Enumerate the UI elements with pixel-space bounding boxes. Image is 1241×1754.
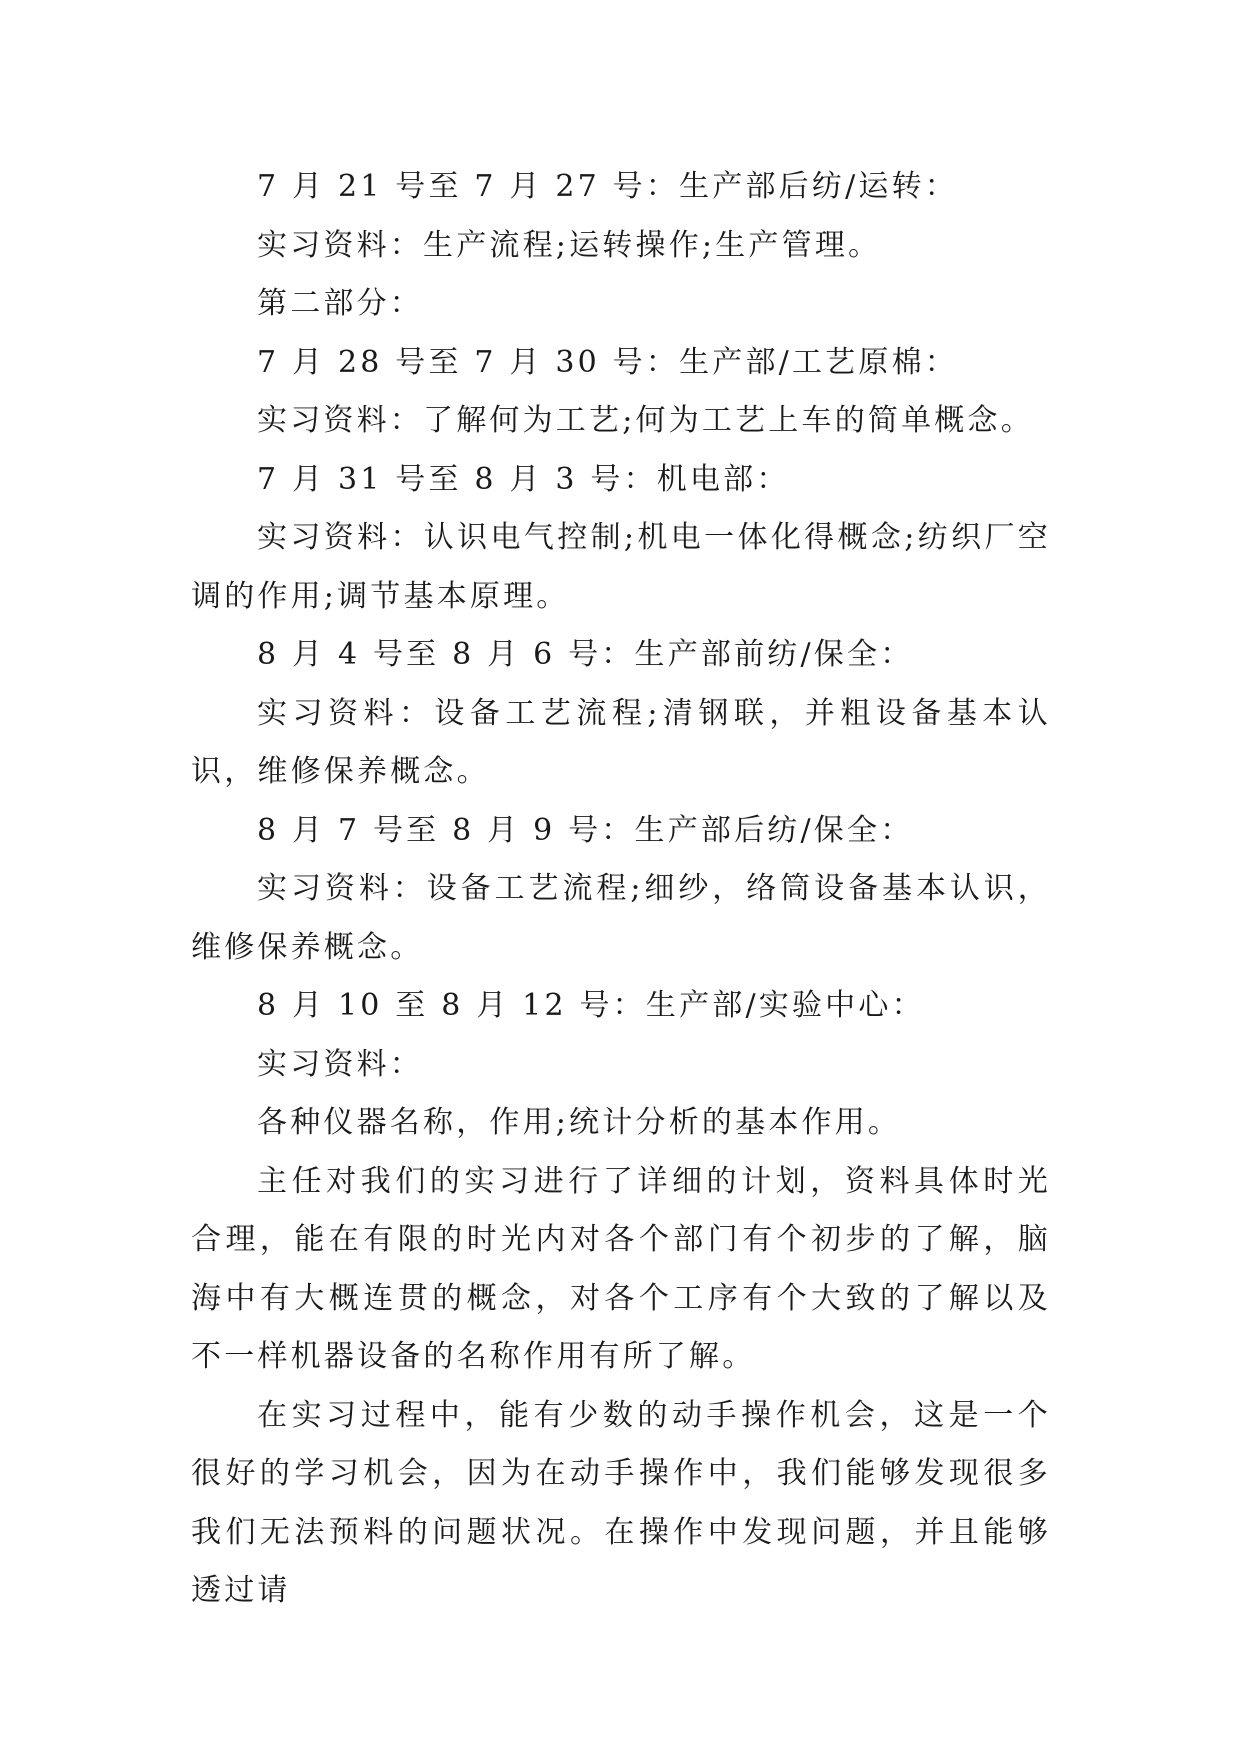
paragraph-summary-plan: 主任对我们的实习进行了详细的计划，资料具体时光合理，能在有限的时光内对各个部门有个初步的了解，脑海中有大概连贯的概念，对各个工序有个大致的了解以及不一样机器设备的名称作用有所了解。	[191, 1163, 1051, 1374]
paragraph-content-aug10-detail: 各种仪器名称，作用;统计分析的基本作用。	[257, 1105, 902, 1140]
paragraph-content-jul31: 实习资料：认识电气控制;机电一体化得概念;纺织厂空调的作用;调节基本原理。	[191, 520, 1051, 614]
paragraph-schedule-aug4: 8 月 4 号至 8 月 6 号：生产部前纺/保全：	[257, 637, 914, 672]
document-body	[191, 158, 1051, 1621]
paragraph-schedule-aug7: 8 月 7 号至 8 月 9 号：生产部后纺/保全：	[257, 812, 914, 848]
paragraph-content-aug7: 实习资料：设备工艺流程;细纱，络筒设备基本认识，维修保养概念。	[191, 871, 1051, 965]
paragraph-schedule-jul28: 7 月 28 号至 7 月 30 号：生产部/工艺原棉：	[257, 344, 958, 380]
section-heading-part-two: 第二部分：	[257, 286, 423, 321]
paragraph-content-aug4: 实习资料：设备工艺流程;清钢联，并粗设备基本认识，维修保养概念。	[191, 695, 1051, 789]
paragraph-content-jul28: 实习资料：了解何为工艺;何为工艺上车的简单概念。	[257, 403, 1034, 438]
paragraph-schedule-aug10: 8 月 10 至 8 月 12 号：生产部/实验中心：	[257, 988, 925, 1023]
paragraph-schedule-jul21: 7 月 21 号至 7 月 27 号：生产部后纺/运转：	[257, 169, 958, 204]
paragraph-schedule-jul31: 7 月 31 号至 8 月 3 号：机电部：	[257, 461, 790, 497]
paragraph-summary-practice: 在实习过程中，能有少数的动手操作机会，这是一个很好的学习机会，因为在动手操作中，我们能够发现很多我们无法预料的问题状况。在操作中发现问题，并且能够透过请	[191, 1397, 1051, 1608]
paragraph-content-jul21: 实习资料：生产流程;运转操作;生产管理。	[257, 227, 882, 263]
paragraph-content-aug10-label: 实习资料：	[257, 1046, 423, 1082]
